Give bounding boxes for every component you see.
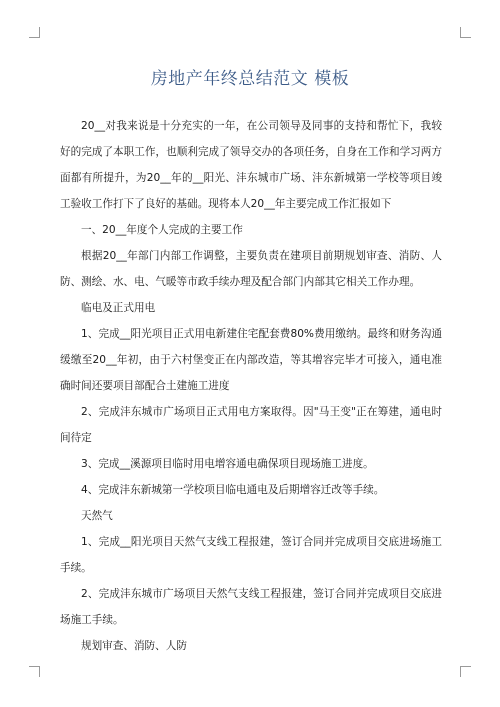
corner-mark-top-left	[29, 27, 40, 38]
paragraph-electricity-2: 2、完成沣东城市广场项目正式用电方案取得。因"马王变"正在筹建，通电时间待定	[60, 406, 442, 444]
document-body	[60, 113, 442, 659]
corner-mark-bottom-left	[29, 666, 40, 677]
paragraph-gas-2: 2、完成沣东城市广场项目天然气支线工程报建，签订合同并完成项目交底进场施工手续。	[60, 588, 442, 626]
paragraph-responsibilities: 根据20__年部门内部工作调整，主要负责在建项目前期规划审查、消防、人防、测绘、水、电、气暖等市政手续办理及配合部门内部其它相关工作办理。	[60, 250, 442, 288]
subheading-gas: 天然气	[81, 510, 113, 522]
document-title: 房地产年终总结范文 模板	[150, 69, 350, 89]
section-heading-1: 一、20__年度个人完成的主要工作	[81, 224, 243, 236]
corner-mark-bottom-right	[460, 666, 471, 677]
paragraph-electricity-1: 1、完成__阳光项目正式用电新建住宅配套费80%费用缴纳。最终和财务沟通缓缴至20__年初，由于六村堡变正在内部改造，等其增容完毕才可接入，通电准确时间还要项目部配合土建施工进度	[60, 328, 442, 392]
subheading-planning: 规划审查、消防、人防	[81, 640, 187, 652]
paragraph-electricity-3: 3、完成__溪源项目临时用电增容通电确保项目现场施工进度。	[81, 458, 374, 470]
paragraph-electricity-4: 4、完成沣东新城第一学校项目临电通电及后期增容迁改等手续。	[81, 484, 385, 496]
corner-mark-top-right	[460, 27, 471, 38]
subheading-electricity: 临电及正式用电	[81, 302, 156, 314]
paragraph-gas-1: 1、完成__阳光项目天然气支线工程报建，签订合同并完成项目交底进场施工手续。	[60, 536, 442, 574]
paragraph-intro: 20__对我来说是十分充实的一年，在公司领导及同事的支持和帮忙下，我较好的完成了本职工作，也顺利完成了领导交办的各项任务，自身在工作和学习两方面都有所提升，为20__年的__阳光、沣东城市广场、沣东新城第一学校等项目竣工验收工作打下了良好的基础。现将本人20__年主要完成工作汇报如下	[60, 120, 442, 210]
